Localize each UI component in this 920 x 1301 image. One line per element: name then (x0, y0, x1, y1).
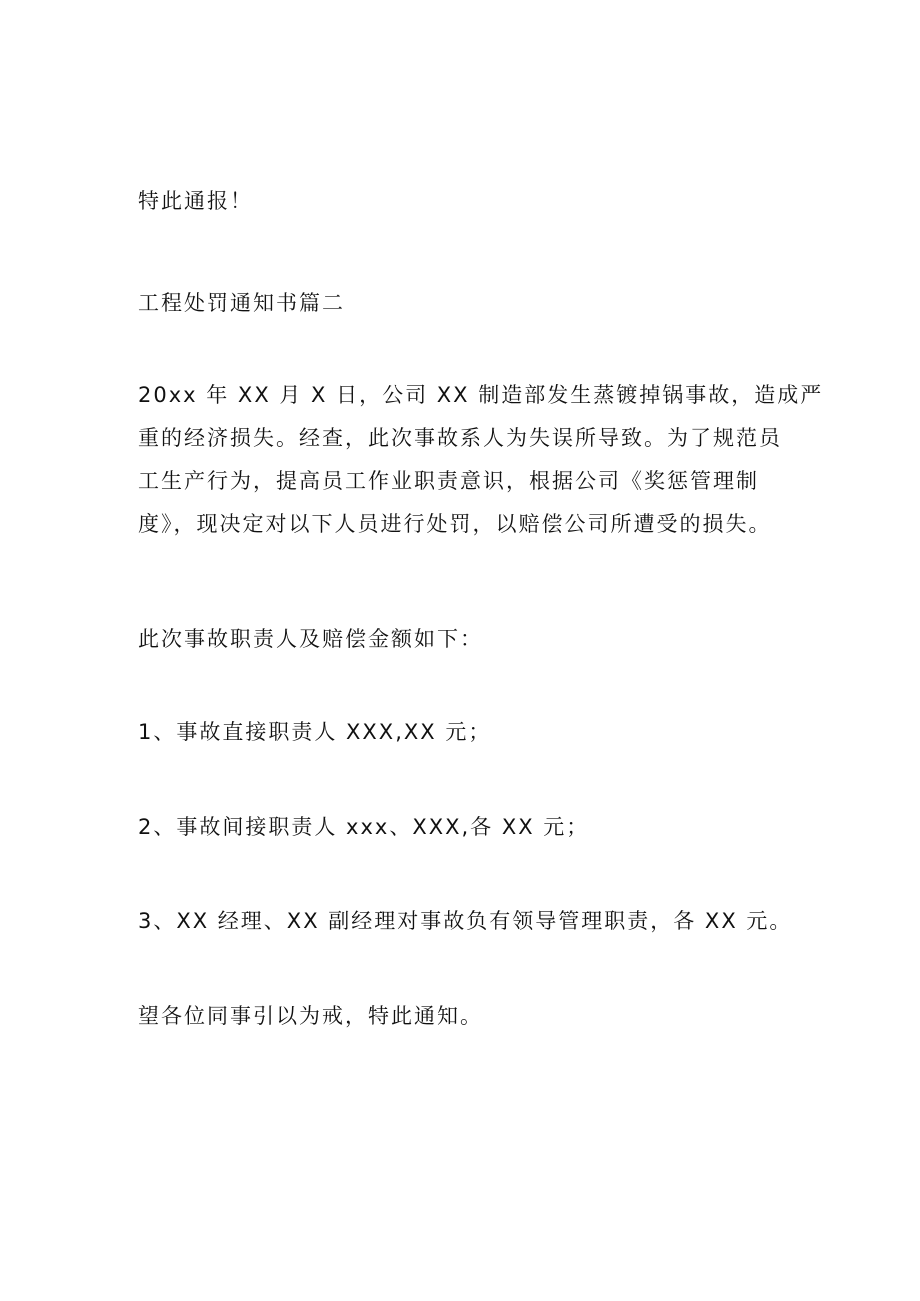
final-notice: 望各位同事引以为戒，特此通知。 (138, 1004, 483, 1028)
intro-line: 度》，现决定对以下人员进行处罚，以赔偿公司所遭受的损失。 (138, 512, 772, 536)
list-intro: 此次事故职责人及赔偿金额如下： (138, 627, 483, 651)
intro-line: 20xx 年 XX 月 X 日，公司 XX 制造部发生蒸镀掉锅事故，造成严 (138, 383, 824, 407)
intro-line: 重的经济损失。经查，此次事故系人为失误所导致。为了规范员 (138, 426, 782, 450)
intro-paragraph (138, 376, 824, 543)
intro-line: 工生产行为，提高员工作业职责意识，根据公司《奖惩管理制 (138, 469, 759, 493)
section-title: 工程处罚通知书篇二 (138, 291, 345, 315)
list-item: 3、XX 经理、XX 副经理对事故负有领导管理职责，各 XX 元。 (138, 909, 793, 933)
list-item: 1、事故直接职责人 XXX,XX 元； (138, 720, 492, 744)
list-item: 2、事故间接职责人 xxx、XXX,各 XX 元； (138, 815, 590, 839)
closing-notice: 特此通报！ (138, 189, 253, 213)
